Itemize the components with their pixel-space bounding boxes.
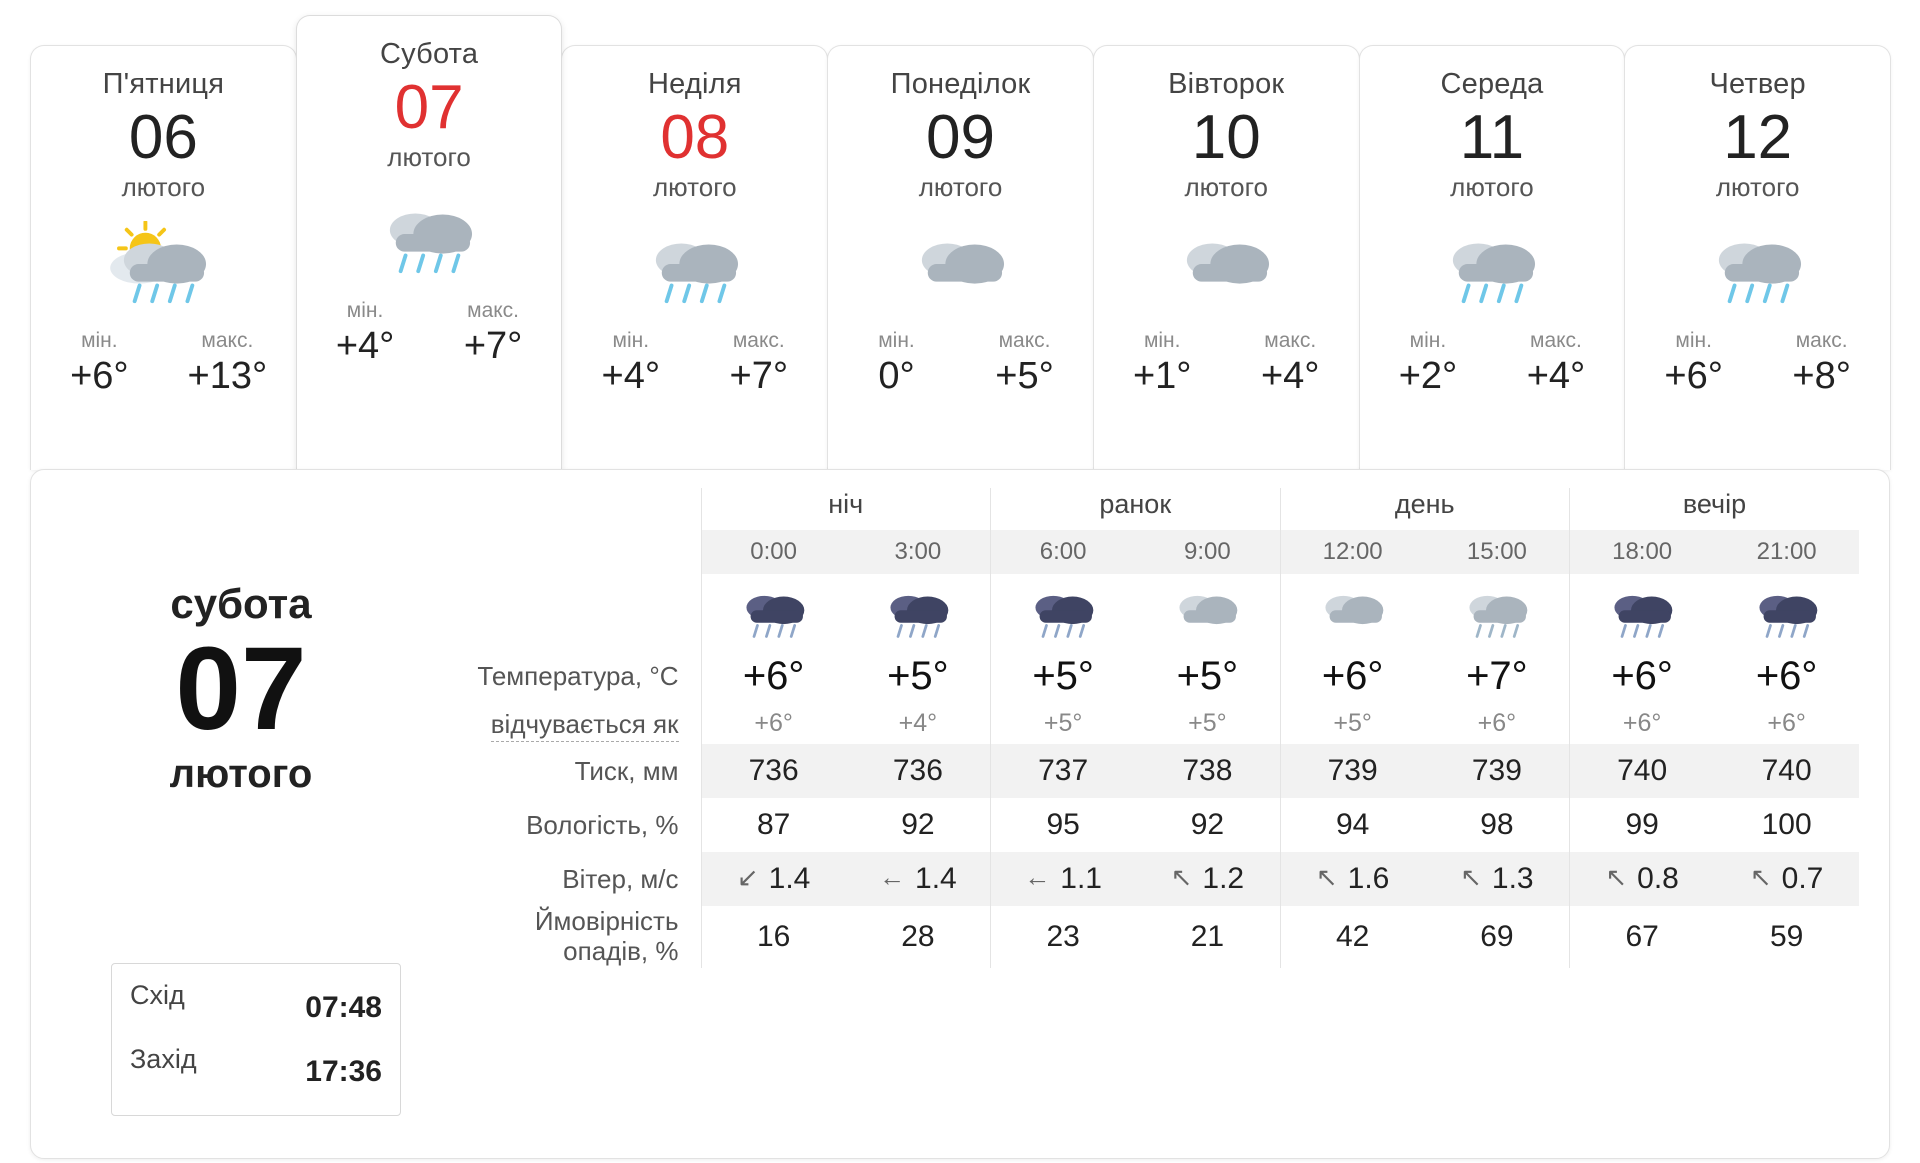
day-tab[interactable]: [1093, 45, 1360, 470]
feels-like-row: [451, 705, 1859, 744]
cloud-rain-dark-icon: [991, 574, 1136, 648]
day-part-label: вечір: [1570, 488, 1860, 530]
wind-cell: [846, 852, 991, 906]
day-tab-min-label: мін.: [81, 329, 118, 353]
pressure-value: 740: [1570, 744, 1715, 798]
day-tab-min: [53, 329, 145, 398]
wind-cell: [991, 852, 1136, 906]
wind-cell: [1714, 852, 1859, 906]
humidity-value: 98: [1480, 808, 1514, 841]
day-tab-max-label: макс.: [201, 329, 254, 353]
day-tab-weekday: Вівторок: [1168, 68, 1285, 100]
day-tab-minmax: [568, 329, 821, 398]
feels-like-value: +6°: [701, 705, 846, 744]
day-tab-min-value: 0°: [878, 355, 915, 398]
temperature-value: +5°: [887, 654, 949, 698]
hourly-table-wrap: [451, 470, 1889, 1158]
day-tab-max-value: +4°: [1526, 355, 1586, 398]
precipitation-value: 21: [1190, 919, 1225, 953]
feels-like-label: [451, 705, 701, 744]
sunset-label: Захід: [130, 1043, 197, 1074]
temperature-label: Температура, °C: [477, 661, 679, 691]
day-tab-min-value: +1°: [1132, 355, 1192, 398]
day-tab-max-label: макс.: [1264, 329, 1317, 353]
precipitation-value: 42: [1280, 906, 1425, 968]
wind-speed-value: 0.7: [1781, 862, 1824, 895]
feels-like-value: +6°: [1767, 709, 1806, 737]
day-tab-month: лютого: [1450, 172, 1534, 203]
wind-speed-value: 1.4: [768, 862, 811, 895]
day-tab-max: [181, 329, 273, 398]
cloud-rain-dark-icon: [701, 574, 846, 648]
wind-label: Вітер, м/с: [451, 852, 701, 906]
day-tab-minmax: [37, 329, 290, 398]
day-tab-month: лютого: [387, 142, 471, 173]
cloud-rain-dark-icon: [1570, 574, 1715, 648]
wind-speed-value: 1.4: [915, 862, 957, 895]
pressure-value: 739: [1280, 744, 1425, 798]
precipitation-value: 59: [1769, 919, 1804, 953]
temperature-value: +6°: [701, 648, 846, 705]
temperature-value: +6°: [1570, 648, 1715, 705]
wind-speed-value: 1.3: [1491, 862, 1534, 895]
sun-cloud-rain-icon: [37, 209, 290, 321]
day-tab[interactable]: [1359, 45, 1626, 470]
sunset-row: [130, 1040, 382, 1104]
wind-speed-value: 1.1: [1060, 862, 1102, 895]
day-tabs: [0, 0, 1920, 470]
pressure-value: 736: [846, 744, 991, 798]
temperature-value: +5°: [1176, 654, 1239, 698]
detail-date-block: [31, 470, 451, 1158]
day-tab-min: [319, 299, 411, 368]
detail-weekday: субота: [170, 580, 312, 627]
day-tab-min: [1116, 329, 1208, 398]
humidity-value: 92: [901, 808, 935, 841]
feels-like-value: +6°: [1570, 705, 1715, 744]
sunset-value: 17:36: [305, 1054, 382, 1088]
day-tab[interactable]: [30, 45, 297, 470]
day-tab-max: [1776, 329, 1868, 398]
sunrise-row: [130, 976, 382, 1040]
wind-direction-icon: ↖: [1460, 862, 1482, 892]
day-part-label: ранок: [991, 488, 1281, 530]
day-tab-weekday: Субота: [380, 38, 479, 70]
day-tab-min-value: +6°: [70, 355, 129, 398]
day-tab-weekday: Понеділок: [890, 68, 1031, 100]
day-tab-number: 11: [1459, 103, 1525, 172]
cloud-rain-icon: [303, 179, 556, 291]
day-tab-month: лютого: [1715, 172, 1800, 203]
hour-label: 9:00: [1135, 530, 1280, 574]
day-tab-minmax: [1100, 329, 1353, 398]
sunrise-label: Схід: [130, 980, 185, 1010]
temperature-value: +6°: [1755, 654, 1818, 698]
day-tab-max-value: +4°: [1260, 355, 1320, 398]
day-tab-max-value: +8°: [1792, 355, 1851, 398]
day-tab-minmax: [1631, 329, 1884, 398]
day-tab-month: лютого: [918, 172, 1003, 203]
temperature-value: +7°: [1466, 654, 1528, 698]
day-tab-min-label: мін.: [346, 299, 384, 323]
humidity-value: 94: [1280, 798, 1425, 852]
temperature-row: [451, 648, 1859, 705]
day-tab-min-label: мін.: [1675, 329, 1712, 353]
day-tab-min: [1648, 329, 1740, 398]
pressure-value: 738: [1135, 744, 1280, 798]
cloud-rain-icon: [1631, 209, 1884, 321]
feels-like-value: +5°: [1188, 709, 1227, 737]
day-tab-number: 08: [660, 103, 730, 172]
precipitation-value: 69: [1480, 919, 1514, 953]
day-tab[interactable]: [1624, 45, 1891, 470]
day-tab-month: лютого: [653, 172, 737, 203]
day-tab-month: лютого: [1184, 172, 1269, 203]
day-tab-number: 07: [394, 73, 464, 142]
day-part-row: [451, 488, 1859, 530]
pressure-value: 740: [1714, 744, 1859, 798]
feels-like-value: +4°: [898, 709, 938, 737]
day-tab-min-value: +6°: [1664, 355, 1723, 398]
feels-like-value: +6°: [1477, 709, 1517, 737]
sunrise-sunset-box: [111, 963, 401, 1116]
precipitation-label-line1: Ймовірність: [534, 906, 679, 936]
humidity-value: 95: [991, 798, 1136, 852]
pressure-row: [451, 744, 1859, 798]
wind-cell: [1135, 852, 1280, 906]
day-tab-max-value: +13°: [187, 355, 268, 398]
day-tab-min-label: мін.: [1143, 329, 1181, 353]
humidity-value: 92: [1190, 808, 1225, 841]
hourly-forecast-table: [451, 488, 1859, 968]
cloud-rain-dark-icon: [1714, 574, 1859, 648]
wind-cell: [1570, 852, 1715, 906]
day-tab-min-label: мін.: [878, 329, 915, 353]
spacer-cell: [451, 574, 701, 648]
day-tab-weekday: Четвер: [1709, 68, 1806, 100]
wind-direction-icon: ←: [879, 862, 906, 892]
wind-direction-icon: ↖: [1170, 862, 1193, 892]
day-tab-max-label: макс.: [1795, 329, 1848, 353]
precipitation-label: [451, 906, 701, 968]
humidity-value: 100: [1761, 808, 1812, 841]
day-tab-min-value: +4°: [601, 355, 661, 398]
precipitation-value: 67: [1570, 906, 1715, 968]
detail-day-number: 07: [175, 623, 307, 755]
day-tab-minmax: [1366, 329, 1619, 398]
wind-direction-icon: ↖: [1315, 862, 1338, 892]
precipitation-row: [451, 906, 1859, 968]
day-tab-weekday: Неділя: [647, 68, 742, 100]
day-tab-max: [1510, 329, 1602, 398]
feels-like-value: +5°: [1280, 705, 1425, 744]
hour-label: 6:00: [991, 530, 1136, 574]
day-tab[interactable]: [296, 15, 563, 470]
wind-direction-icon: ↖: [1749, 862, 1772, 892]
day-tab-number: 12: [1723, 103, 1793, 172]
detail-month: лютого: [169, 751, 313, 796]
day-tab-min: [1382, 329, 1474, 398]
day-part-label: день: [1280, 488, 1570, 530]
day-tab[interactable]: [561, 45, 828, 470]
feels-like-label-text: відчувається як: [491, 709, 679, 742]
day-part-label: ніч: [701, 488, 991, 530]
humidity-label: Вологість, %: [526, 809, 679, 840]
pressure-label: Тиск, мм: [451, 744, 701, 798]
hour-label: 3:00: [846, 530, 991, 574]
cloud-icon: [834, 209, 1087, 321]
day-tab-min-label: мін.: [612, 329, 650, 353]
precipitation-value: 23: [991, 906, 1136, 968]
cloud-light-icon: [1280, 574, 1425, 648]
cloud-light-icon: [1135, 574, 1280, 648]
day-tab-min-value: +4°: [335, 325, 395, 368]
day-tab-max-label: макс.: [998, 329, 1051, 353]
day-tab-number: 10: [1191, 103, 1261, 172]
wind-speed-value: 1.6: [1347, 862, 1390, 895]
spacer-cell: [451, 488, 701, 530]
day-detail-panel: [30, 469, 1890, 1159]
day-tab-max: [1244, 329, 1336, 398]
hour-label: 0:00: [701, 530, 846, 574]
day-tab[interactable]: [827, 45, 1094, 470]
day-tab-max-label: макс.: [1530, 329, 1582, 353]
day-tab-number: 06: [128, 103, 198, 172]
day-tab-max-label: макс.: [732, 329, 785, 353]
day-tab-min-label: мін.: [1409, 329, 1447, 353]
sunrise-value: 07:48: [305, 991, 382, 1024]
spacer-cell: [451, 530, 701, 574]
day-tab-min: [585, 329, 677, 398]
cloud-rain-dark-icon: [846, 574, 991, 648]
humidity-row: [451, 798, 1859, 852]
day-tab-min-value: +2°: [1398, 355, 1458, 398]
day-tab-minmax: [834, 329, 1087, 398]
cloud-rain-icon: [1366, 209, 1619, 321]
hour-label: 15:00: [1425, 530, 1570, 574]
day-tab-max: [979, 329, 1071, 398]
wind-direction-icon: ↙: [736, 862, 759, 892]
day-tab-max: [447, 299, 539, 368]
hour-label: 12:00: [1280, 530, 1425, 574]
day-tab-max-value: +5°: [995, 355, 1054, 398]
day-tab-weekday: Середа: [1440, 68, 1544, 100]
precipitation-label-line2: опадів, %: [563, 935, 679, 966]
day-tab-minmax: [303, 299, 556, 368]
wind-direction-icon: ←: [1024, 862, 1051, 892]
pressure-value: 737: [991, 744, 1136, 798]
humidity-value: 87: [701, 798, 846, 852]
cloud-rain-icon: [568, 209, 821, 321]
wind-cell: [1425, 852, 1570, 906]
cloud-drizzle-icon: [1425, 574, 1570, 648]
wind-speed-value: 1.2: [1202, 862, 1245, 895]
precipitation-value: 28: [901, 919, 935, 953]
day-tab-min: [851, 329, 943, 398]
feels-like-value: +5°: [991, 705, 1136, 744]
hour-label: 21:00: [1714, 530, 1859, 574]
wind-cell: [701, 852, 846, 906]
wind-cell: [1280, 852, 1425, 906]
cloud-icon: [1100, 209, 1353, 321]
day-tab-month: лютого: [121, 172, 206, 203]
hour-icons-row: [451, 574, 1859, 648]
day-tab-max-value: +7°: [463, 325, 523, 368]
day-tab-max: [713, 329, 805, 398]
temperature-value: +6°: [1280, 648, 1425, 705]
temperature-value: +5°: [991, 648, 1136, 705]
wind-speed-value: 0.8: [1637, 862, 1679, 895]
day-tab-max-label: макс.: [467, 299, 520, 323]
hours-row: [451, 530, 1859, 574]
pressure-value: 736: [701, 744, 846, 798]
day-tab-max-value: +7°: [729, 355, 789, 398]
hour-label: 18:00: [1570, 530, 1715, 574]
day-tab-number: 09: [926, 103, 995, 172]
wind-row: [451, 852, 1859, 906]
day-tab-weekday: П'ятниця: [102, 68, 225, 100]
pressure-value: 739: [1425, 744, 1570, 798]
precipitation-value: 16: [701, 906, 846, 968]
humidity-value: 99: [1570, 798, 1715, 852]
wind-direction-icon: ↖: [1605, 862, 1628, 892]
